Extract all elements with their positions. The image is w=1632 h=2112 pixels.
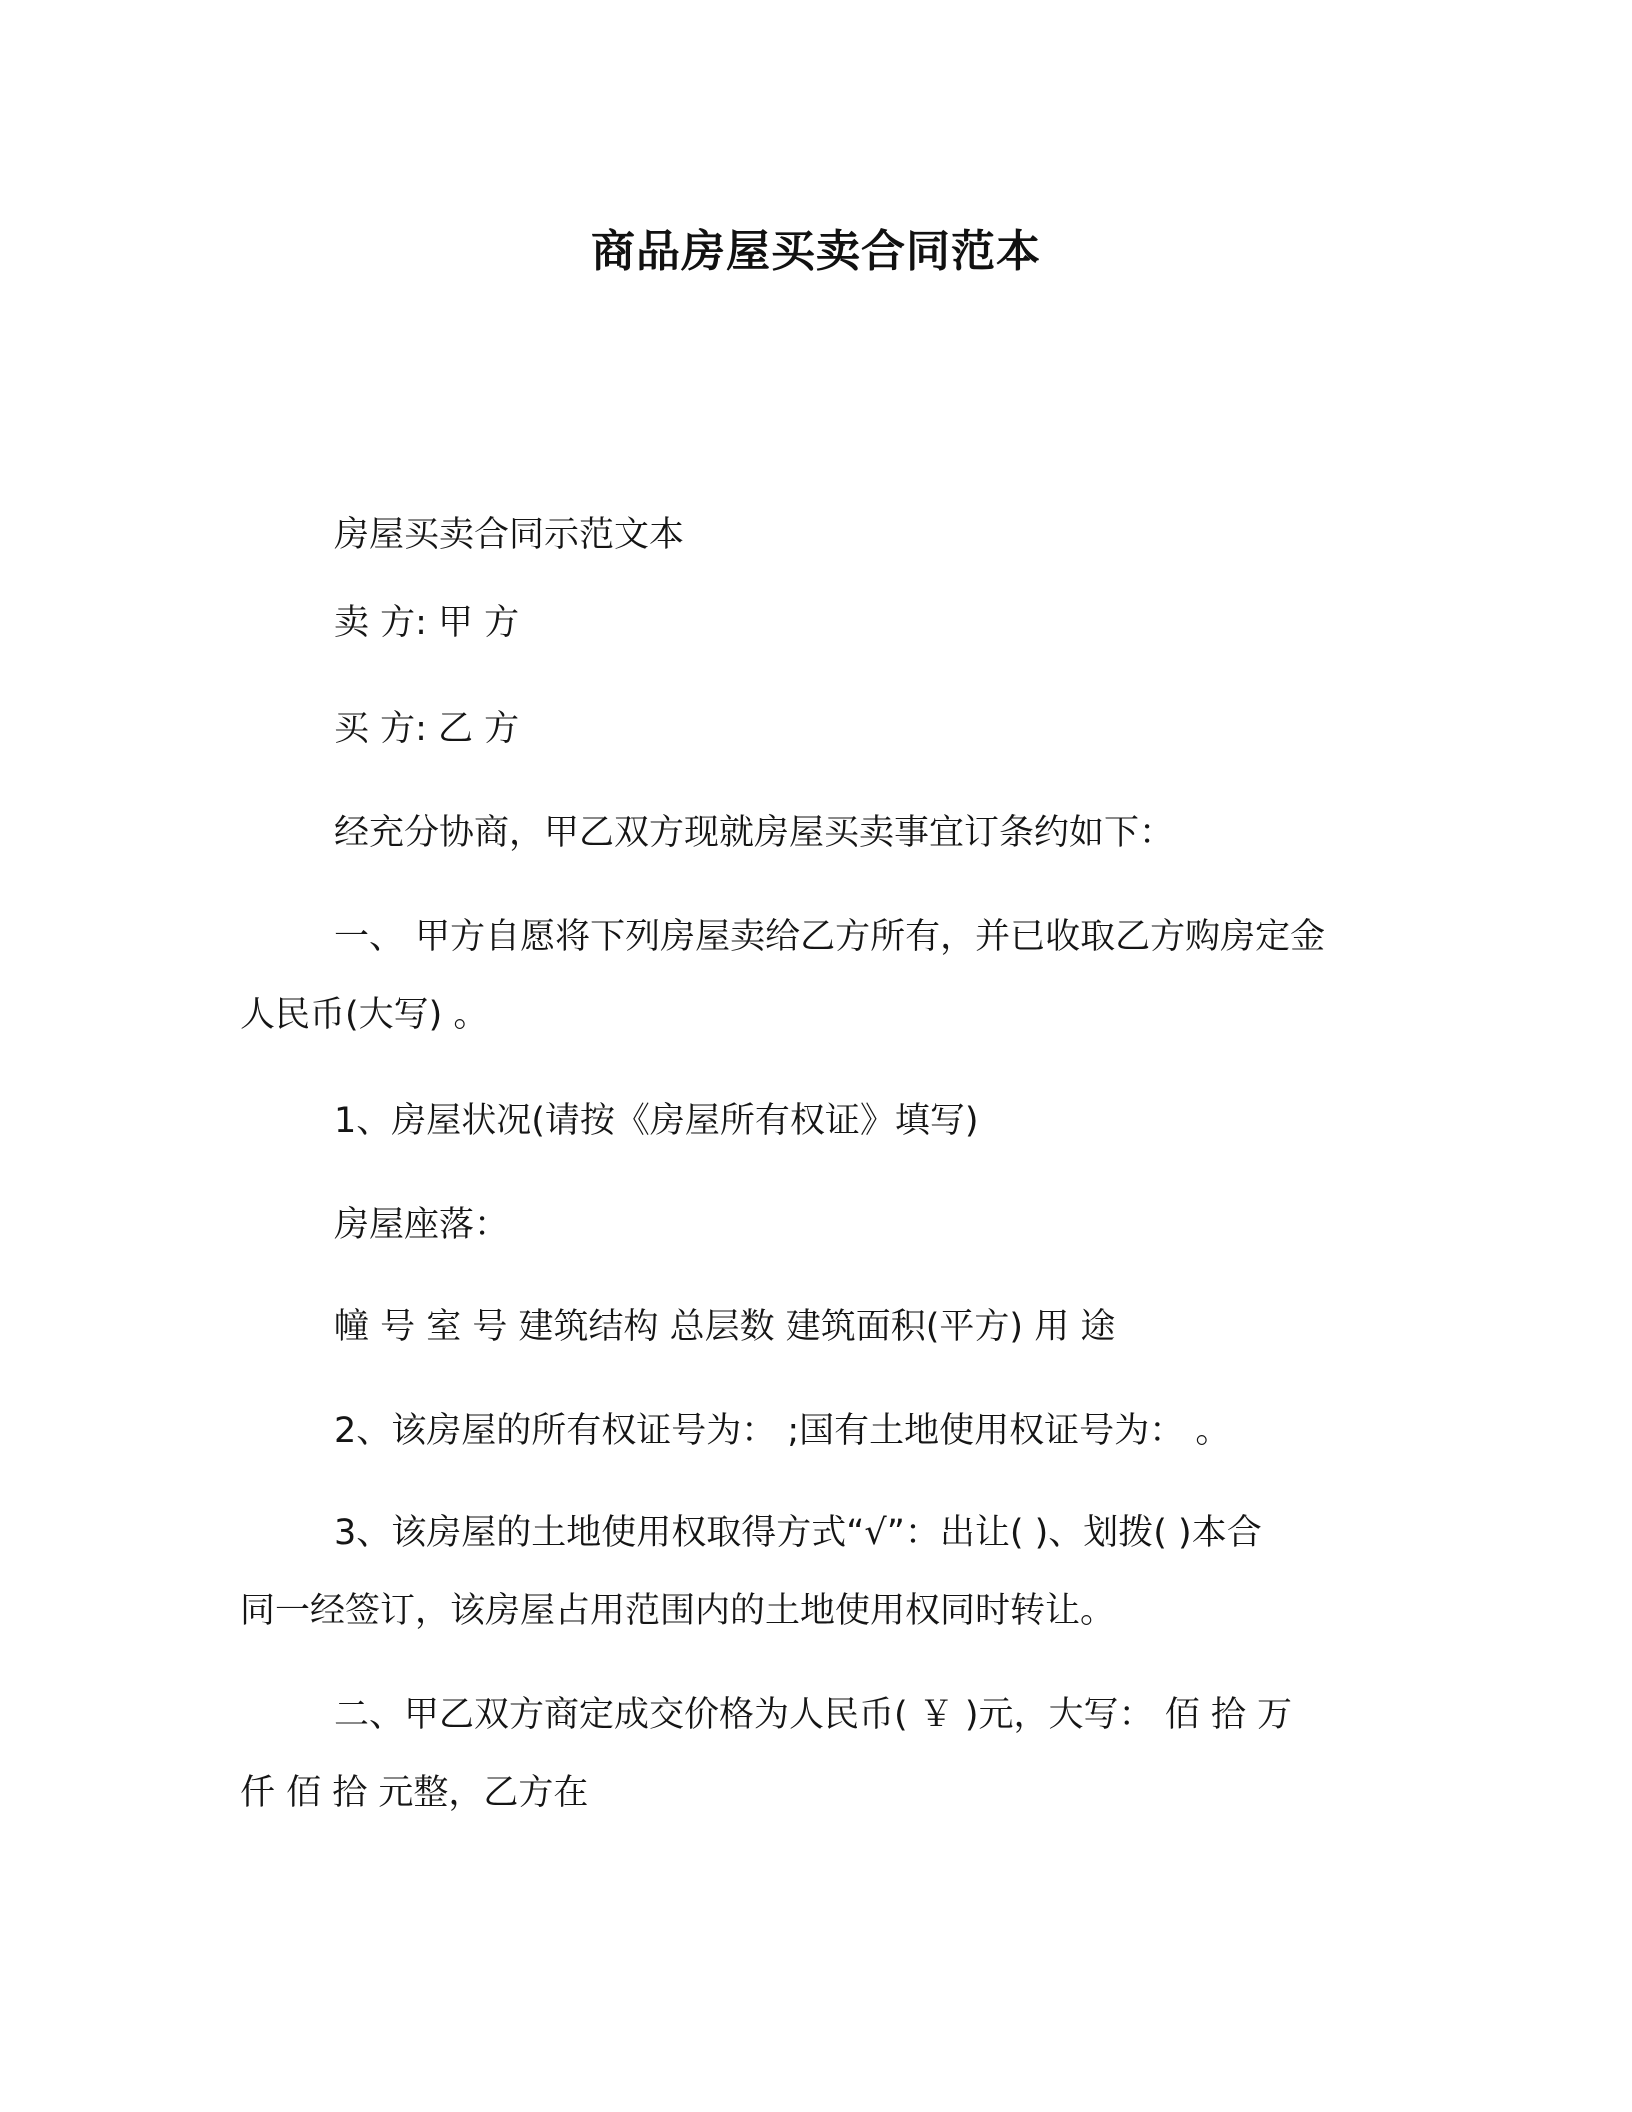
paragraph-line: 买 方: 乙 方: [334, 709, 520, 749]
paragraph-land-use-method: [240, 1494, 1410, 1650]
paragraph-line: 二、甲乙双方商定成交价格为人民币( ￥ )元，大写： 佰 拾 万: [334, 1695, 1292, 1735]
paragraph-line: 房屋买卖合同示范文本: [334, 515, 685, 555]
paragraph-line: 1、房屋状况(请按《房屋所有权证》填写): [334, 1101, 979, 1141]
paragraph-line: 一、 甲方自愿将下列房屋卖给乙方所有，并已收取乙方购房定金: [334, 917, 1326, 957]
paragraph-line: 房屋座落：: [334, 1205, 510, 1245]
paragraph-certificate-numbers: [240, 1392, 1410, 1470]
paragraph-buyer: [240, 690, 1410, 768]
paragraph-house-status: [240, 1082, 1410, 1160]
paragraph-preamble: [240, 794, 1410, 872]
document-title: 商品房屋买卖合同范本: [591, 226, 1041, 277]
paragraph-house-location: [240, 1186, 1410, 1264]
paragraph-line: 经充分协商，甲乙双方现就房屋买卖事宜订条约如下：: [334, 813, 1175, 853]
paragraph-line: 仟 佰 拾 元整，乙方在: [240, 1773, 589, 1813]
paragraph-line: 3、该房屋的土地使用权取得方式“√”：出让( )、划拨( )本合: [334, 1513, 1262, 1553]
paragraph-house-fields: [240, 1288, 1410, 1366]
paragraph-line: 人民币(大写) 。: [240, 995, 489, 1035]
paragraph-article-2: [240, 1676, 1410, 1832]
paragraph-seller: [240, 584, 1410, 662]
paragraph-line: 2、该房屋的所有权证号为： ;国有土地使用权证号为： 。: [334, 1411, 1231, 1451]
paragraph-article-1: [240, 898, 1410, 1054]
paragraph-sample-text-heading: [240, 496, 1410, 574]
paragraph-line: 幢 号 室 号 建筑结构 总层数 建筑面积(平方) 用 途: [334, 1307, 1116, 1347]
paragraph-line: 同一经签订，该房屋占用范围内的土地使用权同时转让。: [240, 1591, 1116, 1631]
paragraph-line: 卖 方: 甲 方: [334, 603, 520, 643]
